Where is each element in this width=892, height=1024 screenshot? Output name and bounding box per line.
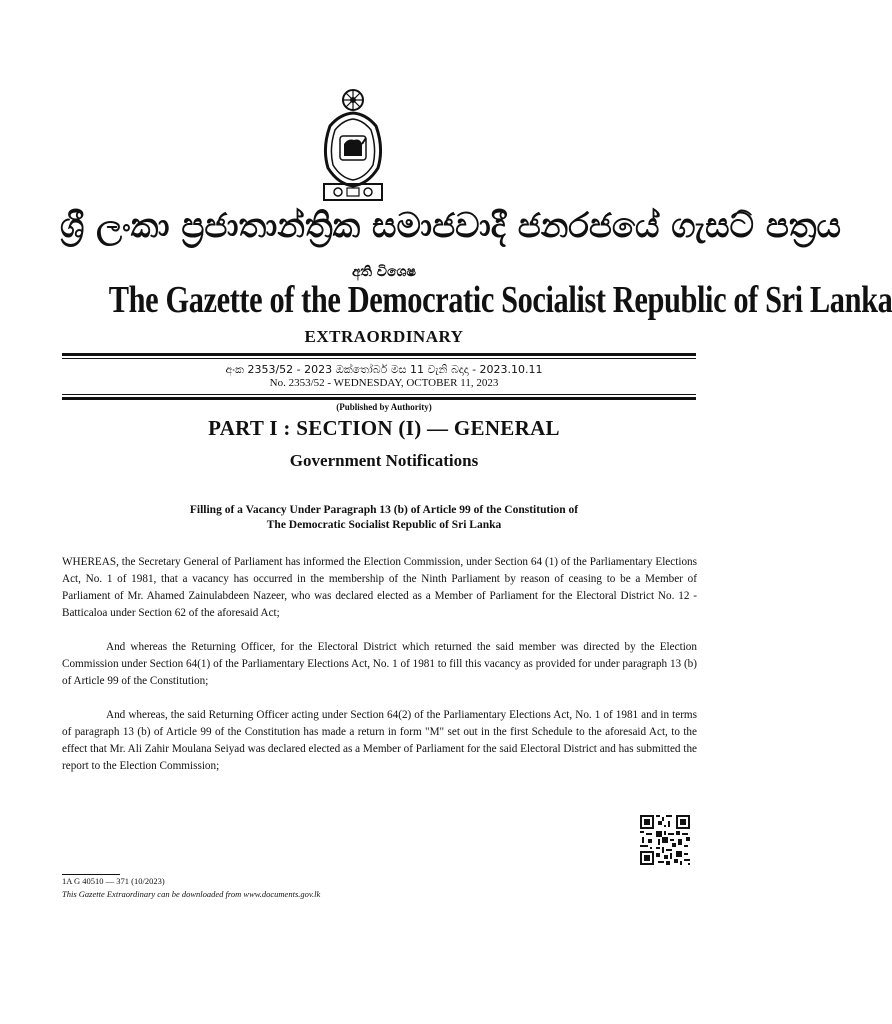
state-emblem-icon <box>318 86 388 202</box>
issue-line-sinhala: අංක 2353/52 - 2023 ඔක්තෝබර් මස 11 වැනි බදාදා - 2023.10.11 <box>225 363 543 376</box>
extraordinary-label-sinhala: අති විශෙෂ <box>352 264 416 280</box>
header-rule-bottom-thick <box>62 397 696 400</box>
government-notifications-heading: Government Notifications <box>289 451 479 470</box>
part-section-heading: PART I : SECTION (I) — GENERAL <box>208 416 560 440</box>
gazette-title-english: The Gazette of the Democratic Socialist Republic of Sri Lanka <box>108 279 892 321</box>
issue-line-english: No. 2353/52 - WEDNESDAY, OCTOBER 11, 2023 <box>269 377 499 389</box>
gazette-title-sinhala: ශ්‍රී ලංකා ප්‍රජාතාන්ත්‍රික සමාජවාදී ජනරජයේ ගැසට් පත්‍රය <box>60 206 841 246</box>
notice-paragraph-2: And whereas the Returning Officer, for the Electoral District which returned the said member was directed by the Election Commission under Section 64(1) of the Parliamentary Elections Act, No. 1 of 1981 to fill this vacancy as provided for under paragraph 13 (b) of Article 99 of the Constitution; <box>62 641 697 687</box>
notice-body <box>62 554 697 792</box>
published-by-authority: (Published by Authority) <box>336 402 432 412</box>
qr-code-icon <box>640 815 690 865</box>
footer-download-note: This Gazette Extraordinary can be downloaded from www.documents.gov.lk <box>62 889 321 899</box>
notice-paragraph-1: WHEREAS, the Secretary General of Parliament has informed the Election Commission, under Section 64 (1) of the Parliamentary Elections Act, No. 1 of 1981, that a vacancy has occurred in the membership of the Ninth Parliament by reason of ceasing to be a Member of Parliament of Mr. Ahamed Zainulabdeen Nazeer, who was declared elected as a Member of Parliament for the Electoral District No. 12 - Batticaloa under Section 62 of the aforesaid Act; <box>62 556 697 619</box>
notice-title <box>100 503 668 533</box>
notice-title-line-2: The Democratic Socialist Republic of Sri Lanka <box>266 519 502 531</box>
notice-paragraph-3: And whereas, the said Returning Officer acting under Section 64(2) of the Parliamentary Elections Act, No. 1 of 1981 and in terms of paragraph 13 (b) of Article 99 of the Constitution has made a return in form "M" set out in the first Schedule to the aforesaid Act, to the effect that Mr. Ali Zahir Moulana Seiyad was declared elected as a Member of Parliament for the said Electoral District and has submitted the report to the Election Commission; <box>62 709 697 772</box>
header-rule-top-thick <box>62 353 696 356</box>
notice-title-line-1: Filling of a Vacancy Under Paragraph 13 (b) of Article 99 of the Constitution of <box>189 504 579 516</box>
footer-rule <box>62 874 120 875</box>
extraordinary-label: EXTRAORDINARY <box>304 327 464 346</box>
footer-print-code: 1A G 40510 — 371 (10/2023) <box>62 876 165 886</box>
header-rule-top-thin <box>62 358 696 359</box>
header-rule-bottom-thin <box>62 394 696 395</box>
